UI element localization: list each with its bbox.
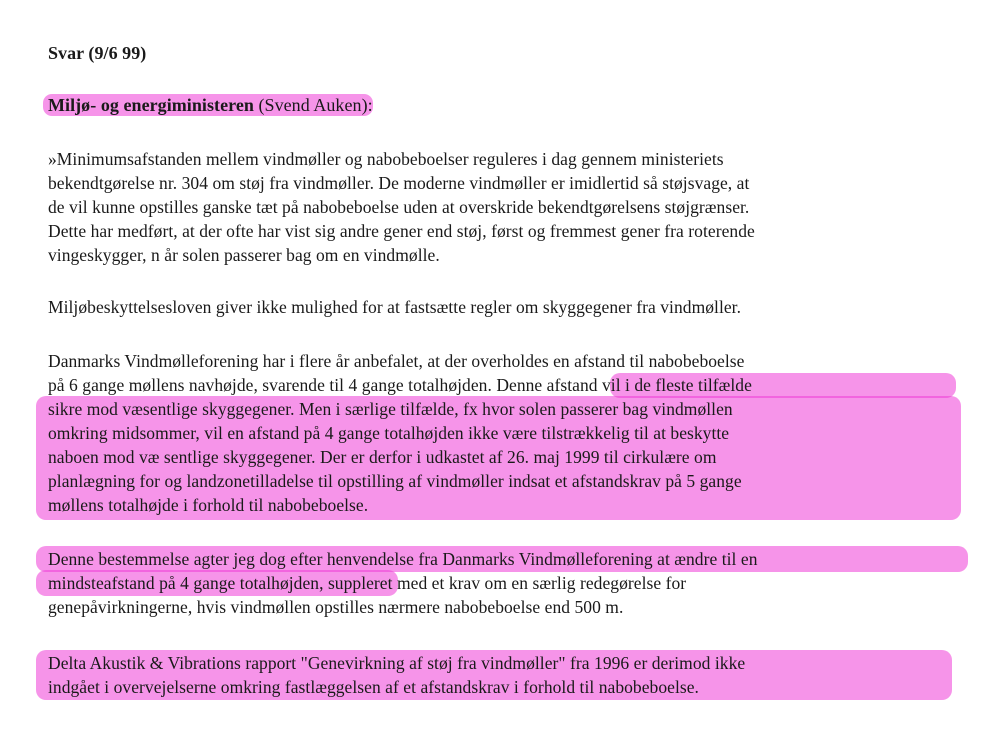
speaker-highlight [43, 94, 373, 116]
p4-line-2-plain: , suppleret med et krav om en særlig redegørelse for [319, 573, 687, 593]
speaker-line [48, 94, 373, 116]
p3-line-2 [48, 374, 752, 396]
p3-line-2-plain: på 6 gange møllens navhøjde, svarende til 4 gange totalhøjden. [48, 375, 492, 395]
p4-line-2-marked: mindsteafstand på 4 gange totalhøjden [48, 573, 320, 593]
answer-heading: Svar (9/6 99) [48, 43, 147, 63]
p4-line-3: genepåvirkningerne, hvis vindmøllen opstilles nærmere nabobeboelse end 500 m. [48, 597, 624, 617]
p4-line-1: Denne bestemmelse agter jeg dog efter henvendelse fra Danmarks Vindmølleforening at ændre til en [48, 549, 758, 569]
p5-line-1: Delta Akustik & Vibrations rapport "Genevirkning af støj fra vindmøller" fra 1996 er derimod ikke [48, 653, 746, 673]
p2-line: Miljøbeskyttelsesloven giver ikke mulighed for at fastsætte regler om skyggegener fra vindmøller. [48, 297, 742, 317]
p4-line-2 [48, 572, 686, 594]
p5-line-2: indgået i overvejelserne omkring fastlæggelsen af et afstandskrav i forhold til nabobeboelse. [48, 677, 699, 697]
p1-line-1: »Minimumsafstanden mellem vindmøller og nabobeboelser reguleres i dag gennem ministeriets [48, 149, 724, 169]
p3-line-1: Danmarks Vindmølleforening har i flere år anbefalet, at der overholdes en afstand til nabobeboelse [48, 351, 745, 371]
p3-line-5: naboen mod væ sentlige skyggegener. Der er derfor i udkastet af 26. maj 1999 til cirkulære om [48, 447, 717, 467]
p3-line-2-marked: Denne afstand vil i de fleste tilfælde [496, 375, 752, 395]
p1-line-3: de vil kunne opstilles ganske tæt på nabobeboelse uden at overskride bekendtgørelsens støjgrænser. [48, 197, 750, 217]
speaker-name: (Svend Auken) [258, 95, 368, 115]
p1-line-2: bekendtgørelse nr. 304 om støj fra vindmøller. De moderne vindmøller er imidlertid så støjsvage, at [48, 173, 750, 193]
speaker-title: Miljø- og energiministeren [48, 95, 254, 115]
p1-line-4: Dette har medført, at der ofte har vist sig andre gener end støj, først og fremmest gener fra roterende [48, 221, 755, 241]
p3-line-6: planlægning for og landzonetilladelse til opstilling af vindmøller indsat et afstandskrav på 5 gange [48, 471, 742, 491]
p3-line-4: omkring midsommer, vil en afstand på 4 gange totalhøjden ikke være tilstrækkelig til at beskytte [48, 423, 730, 443]
p3-line-3: sikre mod væsentlige skyggegener. Men i særlige tilfælde, fx hvor solen passerer bag vindmøllen [48, 399, 733, 419]
speaker-colon: : [367, 95, 373, 115]
p3-line-7: møllens totalhøjde i forhold til nabobeboelse. [48, 495, 369, 515]
p1-line-5: vingeskygger, n år solen passerer bag om en vindmølle. [48, 245, 440, 265]
